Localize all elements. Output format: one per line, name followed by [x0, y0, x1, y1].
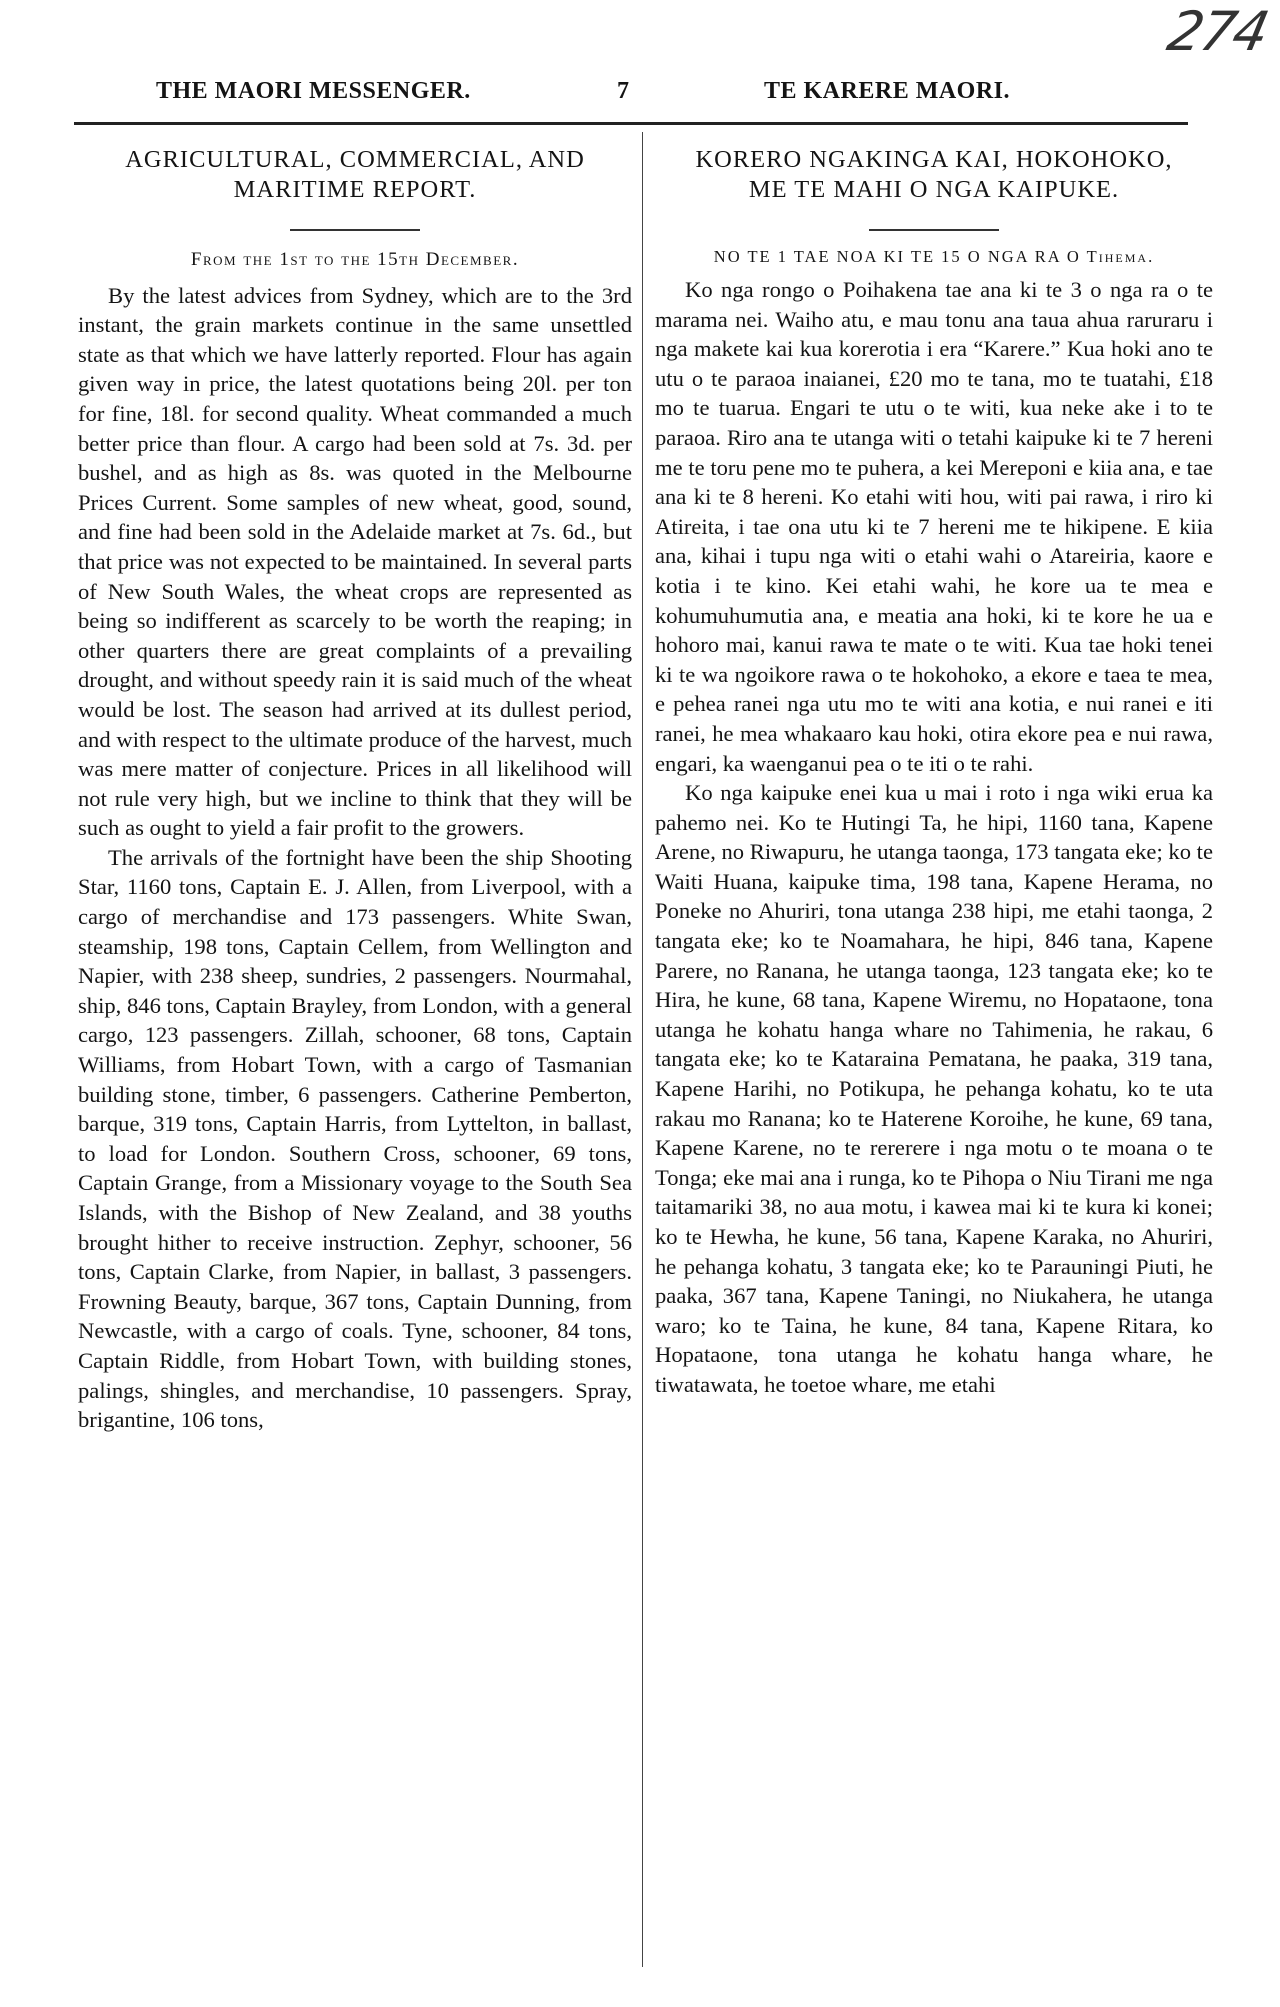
- maori-title-line-1: KORERO NGAKINGA KAI, HOKOHOKO,: [695, 146, 1173, 173]
- handwritten-page-number: 274: [1162, 0, 1273, 63]
- english-dateline: From the 1st to the 15th December.: [190, 249, 520, 270]
- english-paragraph-markets: By the latest advices from Sydney, which are to the 3rd instant, the grain markets continue in the same unsettled state as that which we have latterly reported. Flour has again given way in price, the latest quotations being 20l. per ton for fine, 18l. for second quality. Wheat commanded a much better price than flour. A cargo had been sold at 7s. 3d. per bushel, and as high as 8s. was quoted in the Melbourne Prices Current. Some samples of new wheat, good, sound, and fine had been sold in the Adelaide market at 7s. 6d., but that price was not expected to be maintained. In several parts of New South Wales, the wheat crops are represented as being so indifferent as scarcely to be worth the reaping; in other quarters there are great complaints of a prevailing drought, and without speedy rain it is said much of the wheat would be lost. The season had arrived at its dullest period, and with respect to the ultimate produce of the harvest, much was mere matter of conjecture. Prices in all likelihood will not rule very high, but we incline to think that they will be such as ought to yield a fair profit to the growers.: [78, 282, 632, 841]
- header-maori-title: TE KARERE MAORI.: [764, 78, 1011, 104]
- maori-paragraph-markets: Ko nga rongo o Poihakena tae ana ki te 3 o nga ra o te marama nei. Waiho atu, e mau tonu ana taua ahua raruraru i nga makete kai kua korerotia i era “Karere.” Kua hoki ano te utu o te paraoa inaianei, £20 mo te tana, mo te tuatahi, £18 mo te tuarua. Engari te utu o te witi, kua neke ake i to te paraoa. Riro ana te utanga witi o tetahi kaipuke ki te 7 hereni me te toru pene mo te puhera, a kei Mereponi e kiia ana, e tae ana ki te 8 hereni. Ko etahi witi hou, witi pai rawa, i riro ki Atireita, i tae ona utu ki te 7 hereni me te hikipene. E kiia ana, kihai i tupu nga witi o etahi wahi o Atareiria, kaore e kotia i te kino. Kei etahi wahi, he kore ua te mea e kohumuhumutia ana, e meatia ana hoki, ki te kore he ua e hohoro mai, kanui rawa te mate o te witi. Kua tae hoki tenei ki te wa ngoikore rawa o te hokohoko, a ekore e taea te mea, e pehea ranei nga utu mo te witi ana kotia, e nui ranei e iti ranei, he mea whakaaro kau hoki, otira ekore pea e nui rawa, engari, ka waenganui pea o te iti o te rahi.: [655, 277, 1213, 776]
- maori-column: [655, 145, 1213, 1400]
- maori-paragraph-arrivals: Ko nga kaipuke enei kua u mai i roto i nga wiki erua ka pahemo nei. Ko te Hutingi Ta, he hipi, 1160 tana, Kapene Arene, no Riwapuru, he utanga taonga, 173 tangata eke; ko te Waiti Huana, kaipuke tima, 198 tana, Kapene Herama, no Poneke no Ahuriri, tona utanga 238 hipi, me etahi taonga, 2 tangata eke; ko te Noamahara, he hipi, 846 tana, Kapene Parere, no Ranana, he utanga taonga, 123 tangata eke; ko te Hira, he kune, 68 tana, Kapene Wiremu, no Hopataone, tona utanga he kohatu hanga whare no Tahimenia, he rakau, 6 tangata eke; ko te Kataraina Pematana, he paaka, 319 tana, Kapene Harihi, no Potikupa, he pehanga kohatu, ko te uta rakau mo Ranana; ko te Haterene Koroihe, he kune, 69 tana, Kapene Karene, no te rererere i nga motu o te moana o te Tonga; eke mai ana i runga, ko te Pihopa o Niu Tirani me nga taitamariki 38, no aua motu, i kawea mai ki te kura ki konei; ko te Hewha, he kune, 56 tana, Kapene Karaka, no Ahuriri, he pehanga kohatu, 3 tangata eke; ko te Parauningi Piuti, he paaka, 367 tana, Kapene Taningi, no Niukahera, he utanga waro; ko te Taina, he kune, 84 tana, Kapene Ritara, ko Hopataone, tona utanga he kohatu hanga whare, he tiwatawata, he toetoe whare, me etahi: [655, 780, 1213, 1397]
- english-article-title: [78, 145, 632, 205]
- column-divider: [642, 132, 643, 1967]
- english-title-line-1: AGRICULTURAL, COMMERCIAL, AND: [125, 146, 585, 173]
- maori-dateline: NO TE 1 TAE NOA KI TE 15 O NGA RA O Tihema.: [713, 247, 1155, 266]
- maori-title-line-2: ME TE MAHI O NGA KAIPUKE.: [748, 176, 1120, 203]
- header-english-title: THE MAORI MESSENGER.: [156, 78, 471, 104]
- maori-title-rule: [869, 229, 999, 231]
- header-page-number: 7: [617, 78, 630, 104]
- english-title-rule: [290, 229, 420, 231]
- english-title-line-2: MARITIME REPORT.: [233, 176, 477, 203]
- english-paragraph-arrivals: The arrivals of the fortnight have been the ship Shooting Star, 1160 tons, Captain E. J. Allen, from Liverpool, with a cargo of merchandise and 173 passengers. White Swan, steamship, 198 tons, Captain Cellem, from Wellington and Napier, with 238 sheep, sundries, 2 passengers. Nourmahal, ship, 846 tons, Captain Brayley, from London, with a general cargo, 123 passengers. Zillah, schooner, 68 tons, Captain Williams, from Hobart Town, with a cargo of Tasmanian building stone, timber, 6 passengers. Catherine Pemberton, barque, 319 tons, Captain Harris, from Lyttelton, in ballast, to load for London. Southern Cross, schooner, 69 tons, Captain Grange, from a Missionary voyage to the South Sea Islands, with the Bishop of New Zealand, and 38 youths brought hither to receive instruction. Zephyr, schooner, 56 tons, Captain Clarke, from Napier, in ballast, 3 passengers. Frowning Beauty, barque, 367 tons, Captain Dunning, from Newcastle, with a cargo of coals. Tyne, schooner, 84 tons, Captain Riddle, from Hobart Town, with building stones, palings, shingles, and merchandise, 10 passengers. Spray, brigantine, 106 tons,: [78, 844, 632, 1433]
- english-column: [78, 145, 632, 1435]
- header-rule: [74, 122, 1188, 125]
- maori-article-title: [655, 145, 1213, 205]
